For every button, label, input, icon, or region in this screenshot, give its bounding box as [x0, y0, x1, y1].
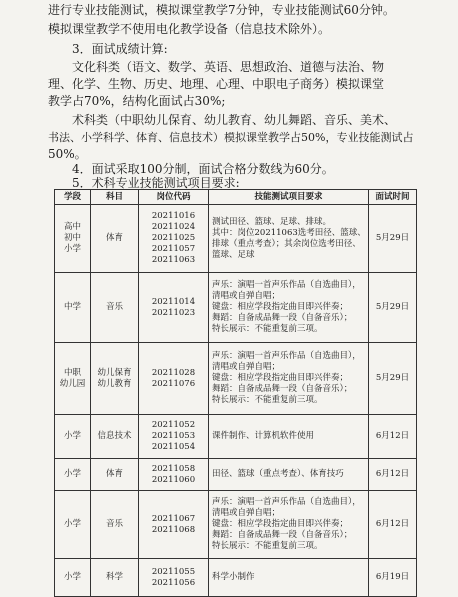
post-code-cell: [139, 205, 209, 273]
paragraph-art-line2: 书法、小学科学、体育、信息技术）模拟课堂教学占50%，专业技能测试占: [48, 131, 414, 144]
subject-cell: [91, 491, 139, 559]
stage-text: 幼儿园: [59, 378, 86, 389]
stage-cell: [55, 415, 91, 459]
stage-cell: [55, 459, 91, 491]
stage-text: 小学: [63, 469, 81, 479]
requirement-line: 键盘：相应学段指定曲目即兴伴奏；: [212, 302, 349, 312]
requirement-line: 课件制作、计算机软件使用: [212, 431, 315, 441]
stage-text: 中学: [63, 302, 81, 312]
stage-text: 初中: [63, 233, 81, 243]
paragraph-art-line1: 术科类（中职幼儿保育、幼儿教育、幼儿舞蹈、音乐、美术、: [72, 113, 397, 127]
table-row: [55, 559, 417, 597]
requirement-line: 清唱或自弹自唱；: [212, 291, 281, 301]
paragraph-culture-line2: 理、化学、生物、历史、地理、心理、中职电子商务）模拟课堂: [48, 77, 385, 91]
subject-text: 幼儿保育: [97, 367, 132, 378]
table-row: [55, 491, 417, 559]
requirement-line: 键盘：相应学段指定曲目即兴伴奏；: [212, 519, 349, 529]
post-code: 20211014: [151, 296, 196, 307]
stage-cell: [55, 205, 91, 273]
requirement-line: 清唱或自弹自唱；: [212, 508, 281, 518]
post-code: 20211063: [151, 255, 196, 265]
post-code-cell: [139, 343, 209, 415]
post-code-cell: [139, 273, 209, 343]
stage-text: 小学: [63, 244, 81, 254]
paragraph-culture-line1: 文化科类（语文、数学、英语、思想政治、道德与法治、物: [72, 60, 385, 74]
stage-text: 小学: [63, 431, 81, 441]
subject-text: 音乐: [105, 519, 123, 529]
subject-text: 信息技术: [97, 431, 132, 441]
header-stage: 学段: [55, 190, 91, 205]
post-code: 20211067: [151, 513, 196, 524]
post-code: 20211023: [151, 307, 196, 318]
requirement-line: 特长展示：不能重复前三项。: [212, 324, 323, 334]
requirement-line: 特长展示：不能重复前三项。: [212, 541, 323, 551]
subject-text: 科学: [105, 572, 123, 582]
stage-cell: [55, 559, 91, 597]
stage-text: 小学: [63, 519, 81, 529]
post-code: 20211057: [151, 244, 196, 254]
heading-score-calc: 3．面试成绩计算:: [72, 42, 168, 56]
heading-skill-table: 5．术科专业技能测试项目要求:: [72, 176, 240, 190]
subject-cell: [91, 273, 139, 343]
requirement-line: 排球（重点考查）；其余岗位选考田径、: [212, 238, 361, 249]
post-code: 20211056: [151, 577, 196, 588]
requirement-line: 舞蹈：自备成品舞一段（自备音乐）；: [212, 530, 353, 540]
stage-cell: [55, 273, 91, 343]
post-code-cell: [139, 415, 209, 459]
interview-date-cell: 6月12日: [369, 491, 417, 559]
requirement-line: 声乐：演唱一首声乐作品（自选曲目），: [212, 351, 361, 361]
post-code-cell: [139, 559, 209, 597]
interview-date-cell: 6月19日: [369, 559, 417, 597]
requirements-cell: [209, 415, 369, 459]
interview-date-cell: 5月29日: [369, 273, 417, 343]
requirement-line: 篮球、足球: [212, 249, 255, 260]
requirement-line: 清唱或自弹自唱；: [212, 362, 281, 372]
paragraph-culture-line3: 教学占70%，结构化面试占30%;: [48, 94, 226, 108]
requirements-cell: [209, 343, 369, 415]
subject-cell: [91, 415, 139, 459]
requirement-line: 键盘：相应学段指定曲目即兴伴奏；: [212, 373, 349, 383]
subject-cell: [91, 459, 139, 491]
requirements-cell: [209, 459, 369, 491]
paragraph-art-line3: 50%。: [48, 147, 87, 161]
skill-test-table: [54, 189, 417, 597]
post-code: 20211025: [151, 233, 196, 243]
subject-text: 体育: [105, 469, 123, 479]
interview-date-cell: 6月12日: [369, 459, 417, 491]
interview-date-cell: 6月12日: [369, 415, 417, 459]
post-code-cell: [139, 491, 209, 559]
subject-cell: [91, 559, 139, 597]
requirement-line: 舞蹈：自备成品舞一段（自备音乐）；: [212, 384, 353, 394]
table-header-row: [55, 190, 417, 205]
requirements-cell: [209, 559, 369, 597]
post-code: 20211076: [151, 378, 196, 389]
header-interview-date: 面试时间: [369, 190, 417, 205]
stage-text: 小学: [63, 572, 81, 582]
subject-text: 幼儿教育: [97, 378, 132, 389]
table-row: [55, 343, 417, 415]
paragraph-test-duration: 进行专业技能测试，模拟课堂教学7分钟，专业技能测试60分钟。: [48, 3, 395, 17]
stage-cell: [55, 491, 91, 559]
requirement-line: 声乐：演唱一首声乐作品（自选曲目），: [212, 280, 361, 290]
subject-text: 音乐: [105, 302, 123, 312]
table-row: [55, 459, 417, 491]
table-row: [55, 205, 417, 273]
requirement-line: 其中：岗位20211063选考田径、篮球、: [212, 227, 366, 238]
post-code: 20211055: [151, 566, 196, 577]
stage-cell: [55, 343, 91, 415]
subject-cell: [91, 343, 139, 415]
table-row: [55, 415, 417, 459]
requirement-line: 声乐：演唱一首声乐作品（自选曲目），: [212, 497, 361, 507]
stage-text: 高中: [63, 222, 81, 232]
table-row: [55, 273, 417, 343]
post-code: 20211028: [151, 367, 196, 378]
header-post-code: 岗位代码: [139, 190, 209, 205]
header-subject: 科目: [91, 190, 139, 205]
post-code: 20211060: [151, 474, 196, 485]
requirement-line: 田径、篮球（重点考查）、体育技巧: [212, 469, 344, 479]
post-code: 20211052: [151, 420, 196, 430]
interview-date-cell: 5月29日: [369, 205, 417, 273]
post-code: 20211058: [151, 463, 196, 474]
post-code: 20211054: [151, 442, 196, 452]
post-code-cell: [139, 459, 209, 491]
post-code: 20211053: [151, 431, 196, 441]
subject-text: 体育: [105, 233, 123, 243]
header-requirements: 技能测试项目要求: [209, 190, 369, 205]
requirement-line: 特长展示：不能重复前三项。: [212, 395, 323, 405]
post-code: 20211024: [151, 222, 196, 232]
post-code: 20211068: [151, 524, 196, 535]
requirements-cell: [209, 205, 369, 273]
stage-text: 中职: [63, 367, 81, 378]
paragraph-no-equipment: 模拟课堂教学不使用电化教学设备（信息技术除外）。: [48, 22, 331, 36]
interview-date-cell: 5月29日: [369, 343, 417, 415]
requirement-line: 测试田径、篮球、足球、排球。: [212, 216, 332, 227]
requirement-line: 舞蹈：自备成品舞一段（自备音乐）；: [212, 313, 353, 323]
paragraph-scoring: 4．面试采取100分制，面试合格分数线为60分。: [72, 162, 334, 176]
requirement-line: 科学小制作: [212, 572, 255, 582]
requirements-cell: [209, 491, 369, 559]
post-code: 20211016: [151, 211, 196, 221]
subject-cell: [91, 205, 139, 273]
requirements-cell: [209, 273, 369, 343]
